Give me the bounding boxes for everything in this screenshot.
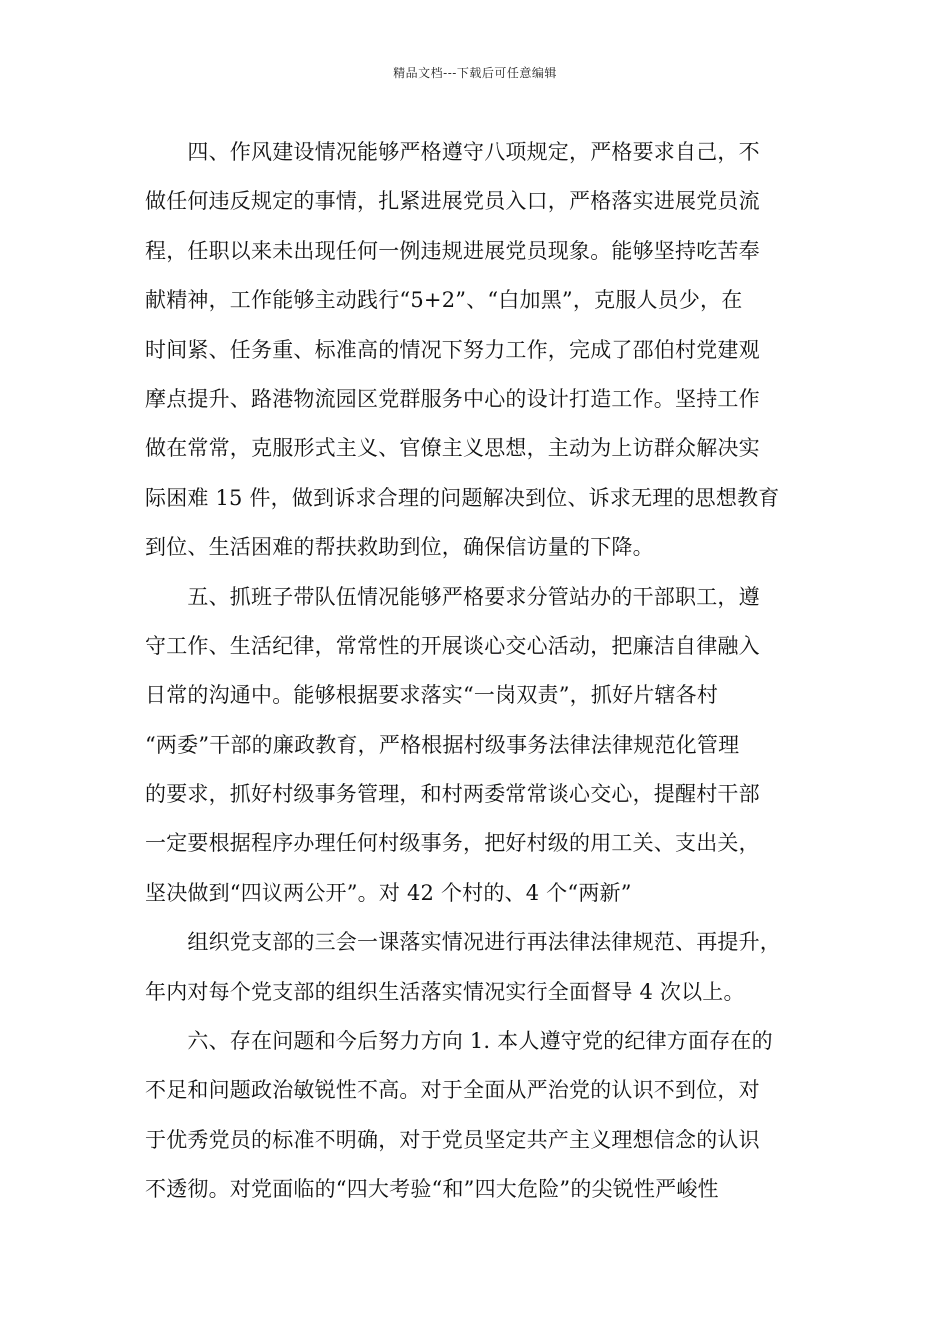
text-line: 做任何违反规定的事情，扎紧进展党员入口，严格落实进展党员流 xyxy=(145,189,760,214)
text-line: 六、存在问题和今后努力方向 1. 本人遵守党的纪律方面存在的 xyxy=(145,1029,773,1054)
text-line: 一定要根据程序办理任何村级事务，把好村级的用工关、支出关， xyxy=(145,831,760,856)
text-line: 献精神，工作能够主动践行“5+2”、“白加黑”，克服人员少，在 xyxy=(145,288,743,313)
text-line: 不足和问题政治敏锐性不高。对于全面从严治党的认识不到位，对 xyxy=(145,1078,760,1103)
document-body xyxy=(145,128,825,1215)
text-line: 年内对每个党支部的组织生活落实情况实行全面督导 4 次以上。 xyxy=(145,979,745,1004)
text-line: 际困难 15 件，做到诉求合理的问题解决到位、诉求无理的思想教育 xyxy=(145,485,780,510)
text-line: 到位、生活困难的帮扶救助到位，确保信访量的下降。 xyxy=(145,535,654,560)
text-line: 于优秀党员的标准不明确，对于党员坚定共产主义理想信念的认识 xyxy=(145,1127,760,1152)
text-line: 的要求，抓好村级事务管理，和村两委常常谈心交心，提醒村干部 xyxy=(145,782,760,807)
text-line: 摩点提升、路港物流园区党群服务中心的设计打造工作。坚持工作 xyxy=(145,386,760,411)
text-line: 组织党支部的三会一课落实情况进行再法律法律规范、再提升， xyxy=(145,930,781,955)
text-line: 守工作、生活纪律，常常性的开展谈心交心活动，把廉洁自律融入 xyxy=(145,633,760,658)
page-header: 精品文档---下载后可任意编辑 xyxy=(393,66,557,80)
text-line: 不透彻。对党面临的“四大考验“和”四大危险”的尖锐性严峻性 xyxy=(145,1177,719,1202)
text-line: “两委”干部的廉政教育，严格根据村级事务法律法律规范化管理 xyxy=(145,732,740,757)
text-line: 时间紧、任务重、标准高的情况下努力工作，完成了邵伯村党建观 xyxy=(145,337,760,362)
text-line: 坚决做到“四议两公开”。对 42 个村的、4 个“两新” xyxy=(145,880,632,905)
text-line: 程，任职以来未出现任何一例违规进展党员现象。能够坚持吃苦奉 xyxy=(145,238,760,263)
text-line: 做在常常，克服形式主义、官僚主义思想，主动为上访群众解决实 xyxy=(145,436,760,461)
text-line: 五、抓班子带队伍情况能够严格要求分管站办的干部职工，遵 xyxy=(145,584,760,609)
text-line: 四、作风建设情况能够严格遵守八项规定，严格要求自己，不 xyxy=(145,140,760,164)
text-line: 日常的沟通中。能够根据要求落实“一岗双责”，抓好片辖各村 xyxy=(145,683,719,708)
